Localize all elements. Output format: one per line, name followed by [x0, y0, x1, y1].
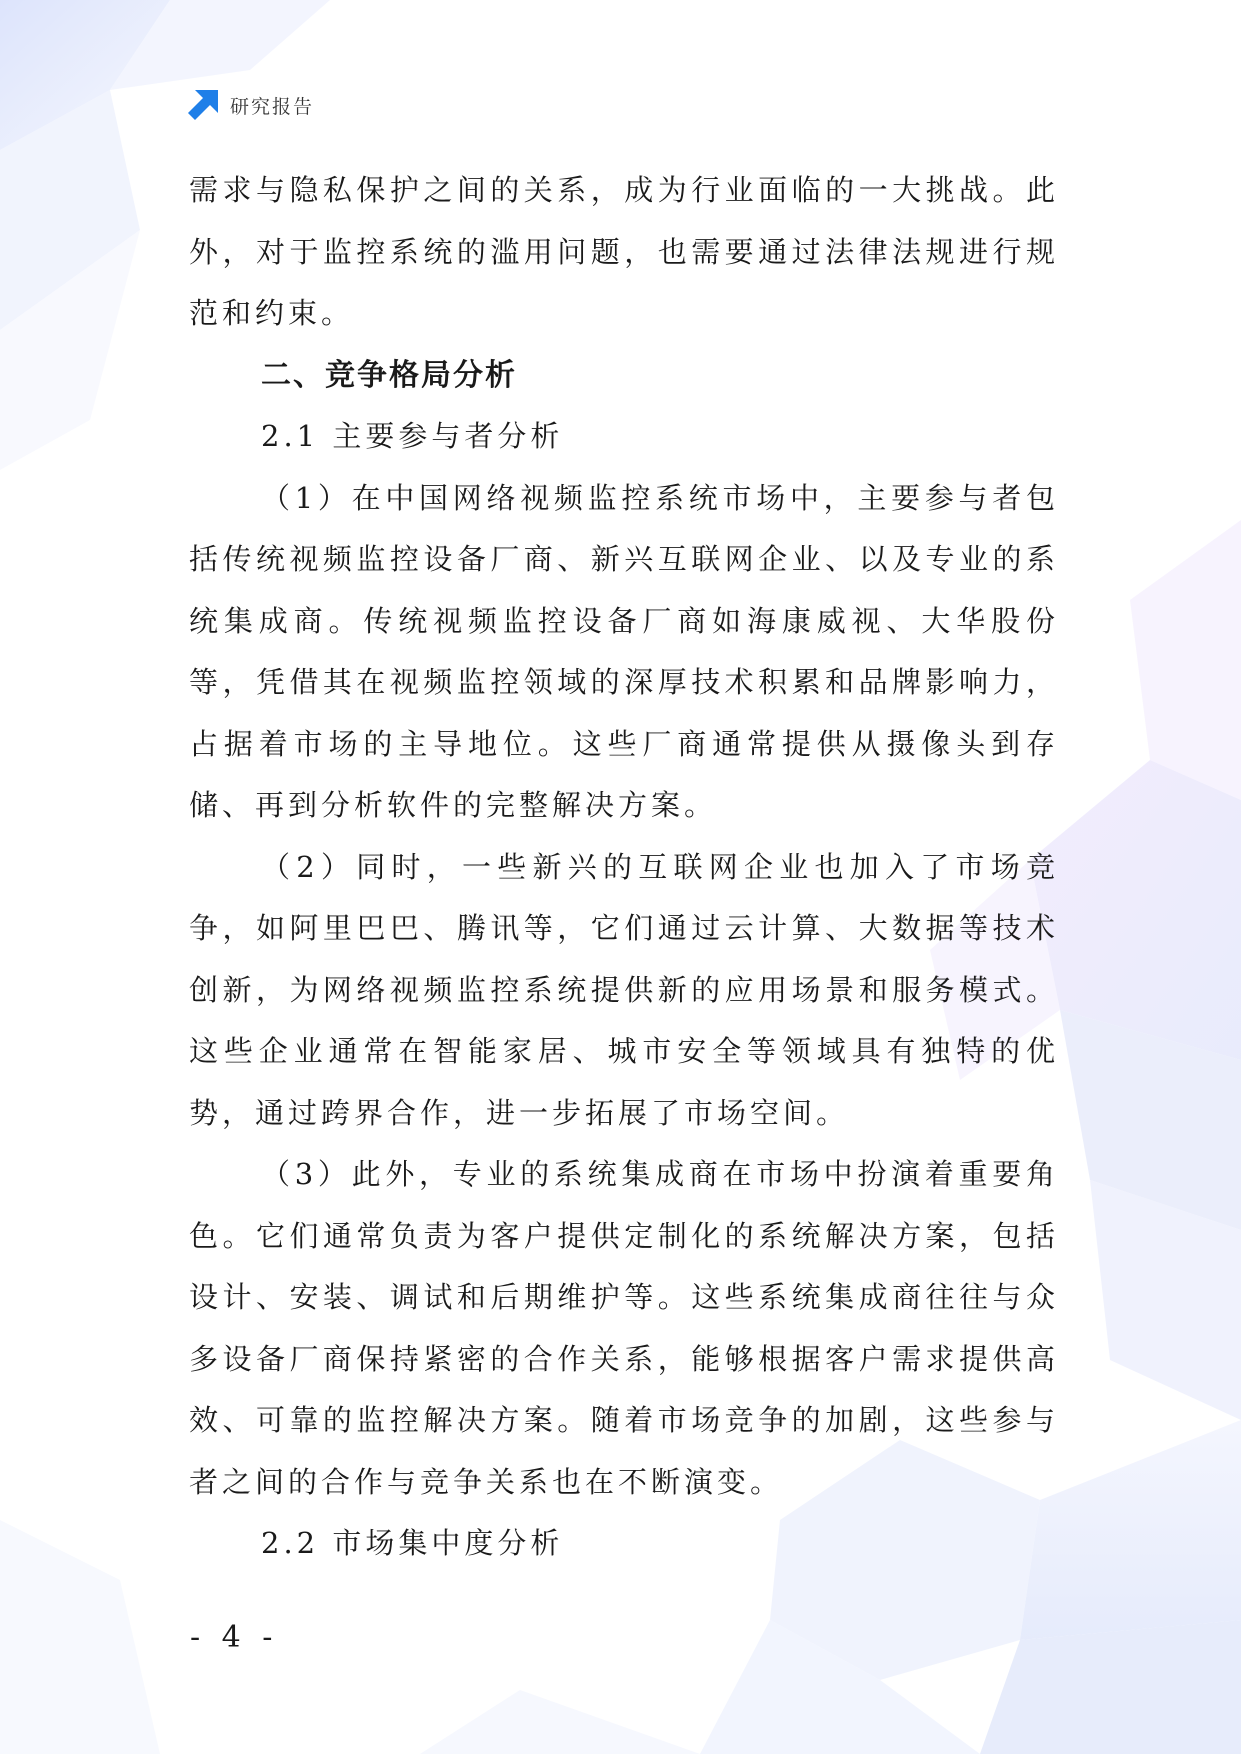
header-title: 研究报告 — [230, 95, 315, 118]
page-number: - 4 - — [190, 1620, 279, 1655]
paragraph-1: （1）在中国网络视频监控系统市场中，主要参与者包括传统视频监控设备厂商、新兴互联网企业、以及专业的系统集成商。传统视频监控设备厂商如海康威视、大华股份等，凭借其在视频监控领域的深厚技术积累和品牌影响力，占据着市场的主导地位。这些厂商通常提供从摄像头到存储、再到分析软件的完整解决方案。 — [189, 480, 1059, 822]
section-heading: 二、竞争格局分析 — [261, 357, 517, 393]
paragraph-2: （2）同时，一些新兴的互联网企业也加入了市场竞争，如阿里巴巴、腾讯等，它们通过云计算、大数据等技术创新，为网络视频监控系统提供新的应用场景和服务模式。这些企业通常在智能家居、城市安全等领域具有独特的优势，通过跨界合作，进一步拓展了市场空间。 — [189, 849, 1059, 1130]
report-header — [186, 88, 314, 122]
paragraph-3: （3）此外，专业的系统集成商在市场中扮演着重要角色。它们通常负责为客户提供定制化的系统解决方案，包括设计、安装、调试和后期维护等。这些系统集成商往往与众多设备厂商保持紧密的合作关系，能够根据客户需求提供高效、可靠的监控解决方案。随着市场竞争的加剧，这些参与者之间的合作与竞争关系也在不断演变。 — [189, 1157, 1059, 1499]
document-body — [189, 160, 1059, 1575]
paragraph-continued: 需求与隐私保护之间的关系，成为行业面临的一大挑战。此外，对于监控系统的滥用问题，也需要通过法律法规进行规范和约束。 — [189, 173, 1059, 330]
subsection-heading-2-2: 2.2 市场集中度分析 — [261, 1526, 564, 1560]
arrow-up-right-icon — [186, 88, 220, 122]
subsection-heading-2-1: 2.1 主要参与者分析 — [261, 419, 564, 453]
